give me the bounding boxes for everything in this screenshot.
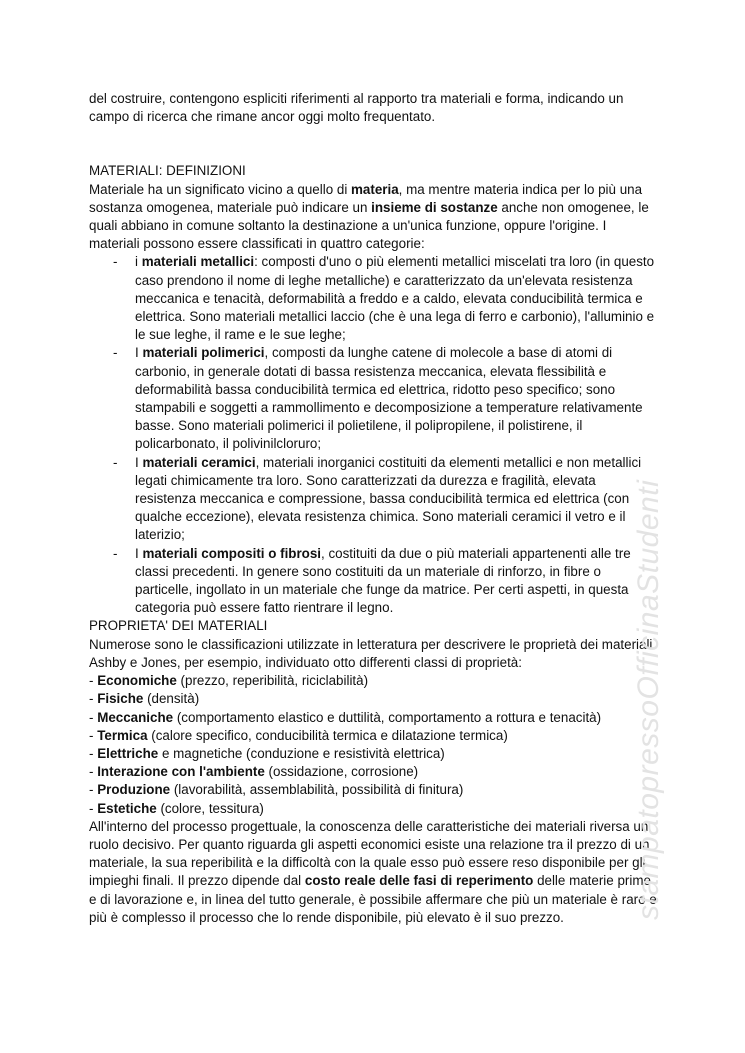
bold-term: materiali metallici — [141, 254, 255, 270]
text: (ossidazione, corrosione) — [264, 764, 419, 780]
section-heading-definizioni: MATERIALI: DEFINIZIONI — [89, 163, 246, 179]
bold-term: materiali polimerici — [142, 345, 265, 361]
text: - — [89, 691, 98, 707]
list-item — [89, 454, 659, 545]
list-item — [89, 545, 659, 618]
proprieta-intro: Numerose sono le classificazioni utilizzate in letteratura per descrivere le proprietà dei materiali. Ashby e Jones, per esempio, individuato otto differenti classi di proprietà: — [89, 636, 657, 670]
dash: - — [113, 454, 118, 470]
property-item — [89, 763, 659, 781]
text: - — [89, 782, 98, 798]
bold-term: materia — [351, 181, 399, 197]
section-heading-proprieta: PROPRIETA' DEI MATERIALI — [89, 618, 268, 634]
intro-paragraph: del costruire, contengono espliciti riferimenti al rapporto tra materiali e forma, indicando un campo di ricerca che rimane ancor oggi molto frequentato. — [89, 91, 624, 125]
list-item — [89, 344, 659, 453]
property-item — [89, 800, 659, 818]
text: - — [89, 673, 98, 689]
text: (prezzo, reperibilità, riciclabilità) — [176, 673, 369, 689]
property-item — [89, 745, 659, 763]
text: (colore, tessitura) — [156, 800, 264, 816]
text: : composti d'uno o più elementi metallici miscelati tra loro (in questo caso prendono il nome di leghe metalliche) e caratterizzato da un'elevata resistenza meccanica e tenacità, deformabilità a freddo e a caldo, elevata conducibilità termica e elettrica. Sono materiali metallici laccio (che è una lega di ferro e carbonio), l'alluminio e le sue leghe, il rame e le sue leghe; — [135, 254, 655, 343]
dash: - — [113, 545, 118, 561]
bold-term: Meccaniche — [97, 709, 174, 725]
text: - — [89, 764, 98, 780]
bold-term: materiali compositi o fibrosi — [142, 545, 322, 561]
text: - — [89, 800, 98, 816]
property-item — [89, 690, 659, 708]
text: , materiali inorganici costituiti da elementi metallici e non metallici legati chimicamente tra loro. Sono caratterizzati da durezza e fragilità, elevata resistenza meccanica e compressione, bassa conducibilità termica ed elettrica (con qualche eccezione), elevata resistenza chimica. Sono materiali ceramici il vetro e il laterizio; — [135, 454, 642, 543]
dash: - — [113, 254, 118, 270]
text: i — [135, 254, 142, 270]
property-item — [89, 672, 659, 690]
text: delle materie prime e di lavorazione e, in linea del tutto generale, è possibile affermare che più un materiale è raro e più è complesso il processo che lo rende disponibile, più elevato è il suo prezzo. — [89, 873, 657, 925]
text: , composti da lunghe catene di molecole a base di atomi di carbonio, in generale dotati di bassa resistenza meccanica, elevata flessibilità e deformabilità bassa conducibilità termica ed elettrica, ridotto peso specifico; sono stampabili e soggetti a rammollimento e decomposizione a temperature relativamente basse. Sono materiali polimerici il polietilene, il polipropilene, il polistirene, il policarbonato, il polivinilcloruro; — [135, 345, 643, 452]
text: I — [135, 345, 143, 361]
document-page — [89, 90, 659, 927]
bold-term: insieme di sostanze — [371, 199, 498, 215]
spacer — [89, 126, 659, 162]
bold-term: materiali ceramici — [142, 454, 256, 470]
bold-term: costo reale delle fasi di reperimento — [304, 873, 534, 889]
bold-term: Elettriche — [97, 745, 159, 761]
property-item — [89, 727, 659, 745]
text: - — [89, 727, 98, 743]
text: - — [89, 745, 98, 761]
watermark: stampatopressoOfficinaStudenti — [632, 479, 665, 920]
text: , costituiti da due o più materiali appartenenti alle tre classi precedenti. In genere sono costituiti da un materiale di rinforzo, in fibre o particelle, ingollato in un materiale che funge da matrice. Per certi aspetti, in questa categoria può essere fatto rientrare il legno. — [135, 545, 631, 616]
dash: - — [113, 345, 118, 361]
text: (calore specifico, conducibilità termica e dilatazione termica) — [147, 727, 508, 743]
definition-paragraph — [89, 181, 659, 254]
text: I — [135, 545, 143, 561]
list-item — [89, 253, 659, 344]
text: Materiale ha un significato vicino a quello di — [89, 181, 352, 197]
text: e magnetiche (conduzione e resistività elettrica) — [158, 745, 445, 761]
property-item — [89, 781, 659, 799]
bold-term: Produzione — [97, 782, 171, 798]
text: anche non omogenee, le quali abbiano in comune soltanto la destinazione a un'unica funzione, oppure l'origine. I materiali possono essere classificati in quattro categorie: — [89, 199, 649, 252]
text: I — [135, 454, 143, 470]
text: All'interno del processo progettuale, la conoscenza delle caratteristiche dei materiali riversa un ruolo decisivo. Per quanto riguarda gli aspetti economici esiste una relazione tra il prezzo di un materiale, la sua reperibilità e la difficoltà con la quale esso può essere reso disponibile per gli impieghi finali. Il prezzo dipende dal — [89, 818, 650, 889]
categories-list — [89, 253, 659, 617]
bold-term: Fisiche — [97, 691, 144, 707]
text: (lavorabilità, assemblabilità, possibilità di finitura) — [170, 782, 464, 798]
properties-list — [89, 672, 659, 818]
property-item — [89, 709, 659, 727]
bold-term: Termica — [97, 727, 148, 743]
bold-term: Economiche — [97, 673, 177, 689]
bold-term: Estetiche — [97, 800, 157, 816]
closing-paragraph — [89, 818, 659, 927]
text: (comportamento elastico e duttilità, comportamento a rottura e tenacità) — [173, 709, 602, 725]
text: , ma mentre materia indica per lo più una sostanza omogenea, materiale può indicare un — [89, 181, 643, 215]
text: (densità) — [143, 691, 200, 707]
bold-term: Interazione con l'ambiente — [97, 764, 265, 780]
text: - — [89, 709, 98, 725]
